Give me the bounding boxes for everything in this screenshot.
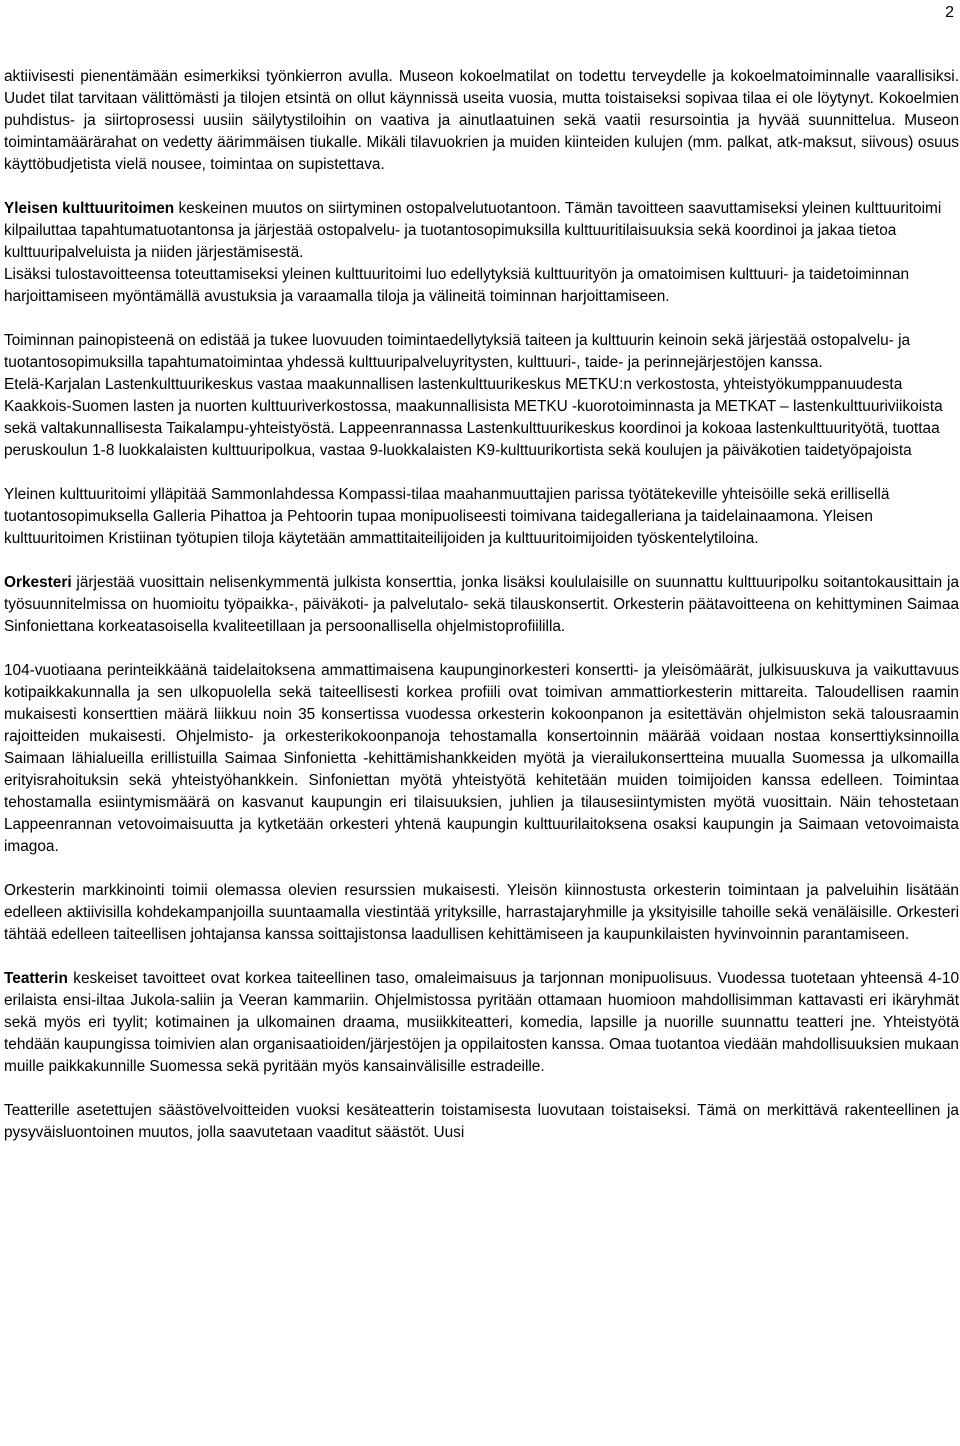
paragraph-theatre-savings (4, 1100, 959, 1144)
paragraph-theatre (4, 968, 959, 1078)
paragraph-general-culture (4, 198, 959, 264)
paragraph-kompassi-gallery (4, 484, 959, 550)
paragraph-text: Orkesterin markkinointi toimii olemassa olevien resurssien mukaisesti. Yleisön kiinnostusta orkesterin toimintaan ja palveluihin lisätään edelleen aktiivisilla kohdekampanjoilla suuntaamalla viestintää yrityksille, harrastajaryhmille ja yksityisille tahoille sekä venäläisille. Orkesteri tähtää edelleen taiteellisen johtajansa kanssa soittajistonsa laadullisen kehittämiseen ja kaupunkilaisten hyvinvoinnin parantamiseen. (4, 882, 959, 943)
paragraph-text: 104-vuotiaana perinteikkäänä taidelaitoksena ammattimaisena kaupunginorkesteri konsertti- ja yleisömäärät, julkisuuskuva ja vaikuttavuus kotipaikkakunnalla ja sen ulkopuolella sekä taiteellisesti korkea profiili ovat toimivan ammattiorkesterin mittareita. Taloudellisen raamin mukaisesti konserttien määrä liikkuu noin 35 konsertissa vuodessa orkesterin kokoonpanon ja esitettävän ohjelmiston sekä talousraamin rajoitteiden mukaisesti. Ohjelmisto- ja orkesterikokoonpanoja tehostamalla konsertoinnin määrää voidaan nostaa konserttiyksinnoilla Saimaan lähialueilla erillistuilla Saimaa Sinfonietta -kehittämishankkeiden myötä ja vierailukonsertteina muualla Suomessa ja ulkomailla erityisrahoituksin sekä yhteistyöhankkein. Sinfoniettan myötä yhteistyötä kehitetään muiden toimijoiden kanssa edelleen. Toimintaa tehostamalla esiintymismäärä on kasvanut kaupungin eri tilaisuuksien, juhlien ja tilausesiintymisten myötä vuosittain. Näin tehostetaan Lappeenrannan vetovoimaisuutta ja kytketään orkesteri yhtenä kaupungin kulttuurilaitoksena osaksi kaupungin ja Saimaan vetovoimaista imagoa. (4, 662, 959, 855)
paragraph-text: Lisäksi tulostavoitteensa toteuttamiseksi yleinen kulttuuritoimi luo edellytyksiä kulttuurityön ja omatoimisen kulttuuri- ja taidetoiminnan harjoittamiseen myöntämällä avustuksia ja varaamalla tiloja ja välineitä toiminnan harjoittamiseen. (4, 266, 910, 305)
paragraph-text: keskeiset tavoitteet ovat korkea taiteellinen taso, omaleimaisuus ja tarjonnan monipuolisuus. Vuodessa tuotetaan yhteensä 4-10 erilaista ensi-iltaa Jukola-saliin ja Veeran kammariin. Ohjelmistossa pyritään ottamaan huomioon mahdollisimman kattavasti eri ikäryhmät sekä myös eri tyylit; kotimainen ja ulkomainen draama, musiikkiteatteri, komedia, lapsille ja nuorille suunnattu teatteri jne. Yhteistyötä tehdään kaupungissa toimivien alan organisaatioiden/järjestöjen ja oppilaitosten kanssa. Omaa tuotantoa viedään mahdollisuuksien mukaan muille paikkakunnille Suomessa sekä pyritään myös kansainvälisille estradeille. (4, 970, 959, 1075)
paragraph-museum-facilities (4, 66, 959, 176)
paragraph-text: keskeinen muutos on siirtyminen ostopalvelutuotantoon. Tämän tavoitteen saavuttamiseksi yleinen kulttuuritoimi kilpailuttaa tapahtumatuotantonsa ja järjestää ostopalvelu- ja tuotantosopimuksilla kulttuuritilaisuuksia sekä koordinoi ja jakaa tietoa kulttuuripalveluista ja niiden järjestämisestä. (4, 200, 942, 261)
paragraph-text: aktiivisesti pienentämään esimerkiksi työnkierron avulla. Museon kokoelmatilat on todettu terveydelle ja kokoelmatoiminnalle vaarallisiksi. Uudet tilat tarvitaan välittömästi ja tilojen etsintä on ollut käynnissä useita vuosia, mutta toistaiseksi sopivaa tilaa ei ole löytynyt. Kokoelmien puhdistus- ja siirtoprosessi uusiin säilytystiloihin on vaativa ja ainutlaatuinen sekä vaatii resursointia ja hyvää suunnittelua. Museon toimintamäärärahat on vedetty äärimmäisen tiukalle. Mikäli tilavuokrien ja muiden kiinteiden kulujen (mm. palkat, atk-maksut, siivous) osuus käyttöbudjetista vielä nousee, toimintaa on supistettava. (4, 68, 959, 173)
paragraph-text: Teatterille asetettujen säästövelvoitteiden vuoksi kesäteatterin toistamisesta luovutaan toistaiseksi. Tämä on merkittävä rakenteellinen ja pysyväisluontoinen muutos, jolla saavutetaan vaaditut säästöt. Uusi (4, 1102, 959, 1141)
page-number: 2 (945, 4, 954, 21)
paragraph-focus-areas (4, 330, 959, 374)
paragraph-text: Etelä-Karjalan Lastenkulttuurikeskus vastaa maakunnallisen lastenkulttuurikeskus METKU:n verkostosta, yhteistyökumppanuudesta Kaakkois-Suomen lasten ja nuorten kulttuuriverkostossa, maakunnallisista METKU -kuorotoiminnasta ja METKAT – lastenkulttuuriviikoista sekä valtakunnallisesta Taikalampu-yhteistyöstä. Lappeenrannassa Lastenkulttuurikeskus koordinoi ja kokoaa lastenkulttuurityötä, tuottaa peruskoulun 1-8 luokkalaisten kulttuuripolkua, vastaa 9-luokkalaisten K9-kulttuurikortista sekä koulujen ja päiväkotien taidetyöpajoista (4, 376, 943, 459)
paragraph-orchestra-performance (4, 660, 959, 858)
paragraph-childrens-culture-centre (4, 374, 959, 462)
paragraph-orchestra (4, 572, 959, 638)
paragraph-lead: Teatterin (4, 970, 68, 987)
document-body (4, 66, 959, 1144)
paragraph-lead: Yleisen kulttuuritoimen (4, 200, 175, 217)
paragraph-text: Yleinen kulttuuritoimi ylläpitää Sammonlahdessa Kompassi-tilaa maahanmuuttajien parissa työtätekeville yhteisöille sekä erillisellä tuotantosopimuksella Galleria Pihattoa ja Pehtoorin tupaa monipuoliseesti toimivana taidegalleriana ja taidelainaamona. Yleisen kulttuuritoimen Kristiinan työtupien tiloja käytetään ammattitaiteilijoiden ja kulttuuritoimijoiden työskentelytiloina. (4, 486, 890, 547)
paragraph-text: Toiminnan painopisteenä on edistää ja tukee luovuuden toimintaedellytyksiä taiteen ja kulttuurin keinoin sekä järjestää ostopalvelu- ja tuotantosopimuksilla tapahtumatoimintaa yhdessä kulttuuripalveluyritysten, kulttuuri-, taide- ja perinnejärjestöjen kanssa. (4, 332, 911, 371)
paragraph-orchestra-marketing (4, 880, 959, 946)
paragraph-culture-grants (4, 264, 959, 308)
paragraph-lead: Orkesteri (4, 574, 72, 591)
paragraph-text: järjestää vuosittain nelisenkymmentä julkista konserttia, jonka lisäksi koululaisille on suunnattu kulttuuripolku soitantokausittain ja työsuunnitelmissa on huomioitu työpaikka-, päiväkoti- ja palvelutalo- sekä tilauskonsertit. Orkesterin päätavoitteena on kehittyminen Saimaa Sinfoniettana korkeatasoisella kvaliteetillaan ja persoonallisella ohjelmistoprofiililla. (4, 574, 959, 635)
